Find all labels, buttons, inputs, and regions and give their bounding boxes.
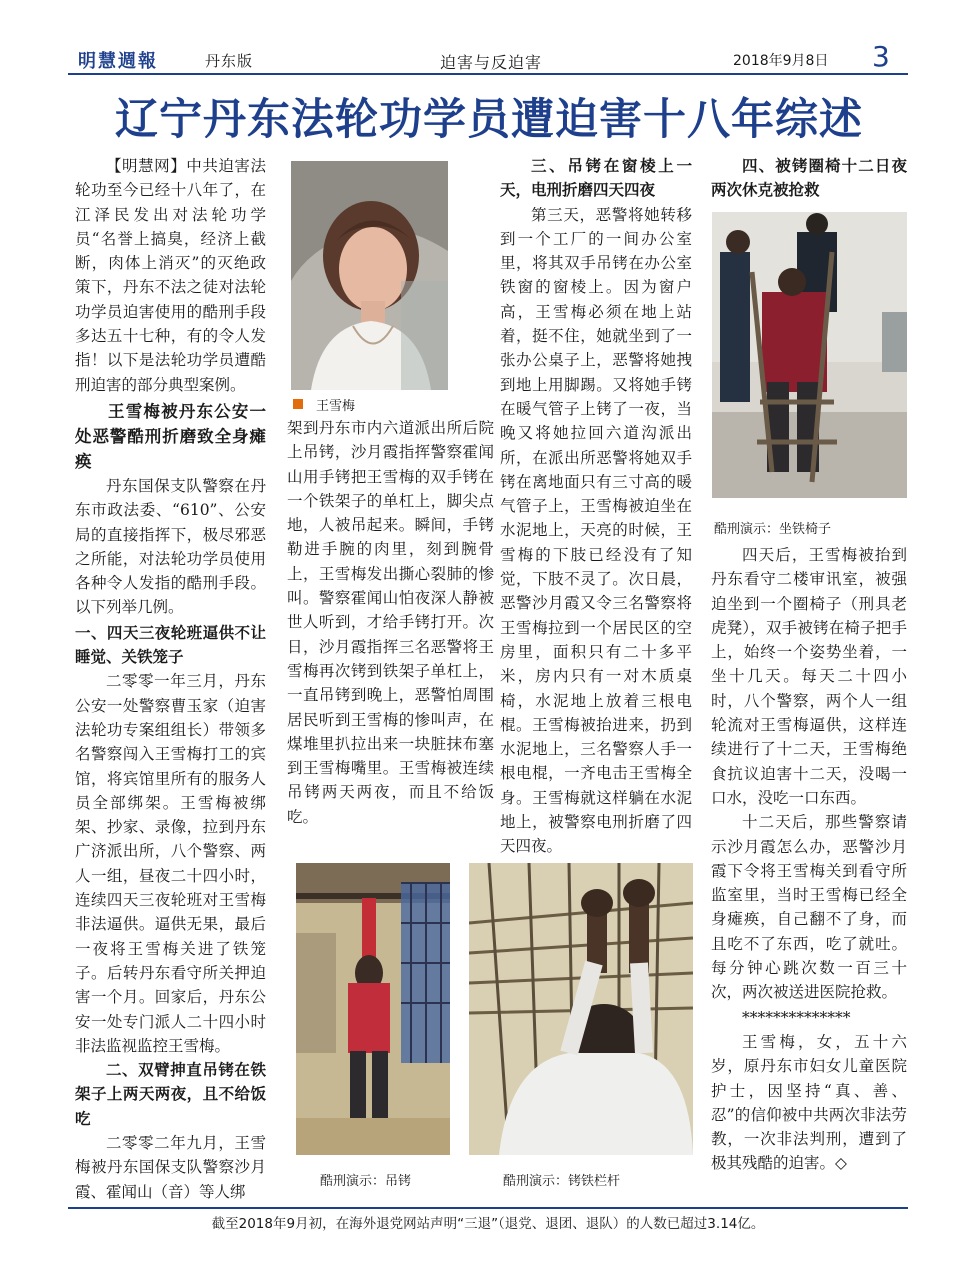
column-2 [287,416,494,829]
paragraph: 二零零一年三月，丹东公安一处警察曹玉家（迫害法轮功专案组组长）带领多名警察闯入王雪梅打工的宾馆，将宾馆里所有的服务人员全部绑架。王雪梅被绑架、抄家、录像，拉到丹东广济派出所，八个警察、两人一组，昼夜二十四小时，连续四天三夜轮班对王雪梅非法逼供。逼供无果，最后一夜将王雪梅关进了铁笼子。后转丹东看守所关押迫害一个月。回家后，丹东公安一处专门派人二十四小时非法监视监控王雪梅。 [75,672,266,1055]
subheading-section-4: 四、被铐圈椅十二日夜两次休克被抢救 [711,156,907,200]
paragraph: 二零零二年九月，王雪梅被丹东国保支队警察沙月霞、霍闻山（音）等人绑 [75,1133,266,1201]
subheading-section-3: 三、吊铐在窗棱上一天，电刑折磨四天四夜 [500,156,692,200]
paragraph: 架到丹东市内六道派出所后院上吊铐，沙月霞指挥警察霍闻山用手铐把王雪梅的双手铐在一个铁架子的单杠上，脚尖点地，人被吊起来。瞬间，手铐勒进手腕的肉里，刻到腕骨上，王雪梅发出撕心裂肺的惨叫。警察霍闻山怕夜深人静被世人听到，才给手铐打开。次日，沙月霞指挥三名恶警将王雪梅再次铐到铁架子单杠上，一直吊铐到晚上，恶警怕周围居民听到王雪梅的惨叫声，在煤堆里扒拉出来一块脏抹布塞到王雪梅嘴里。王雪梅被连续吊铐两天两夜，而且不给饭吃。 [287,419,494,826]
separator-stars: ************** [742,1008,851,1027]
subheading-case: 王雪梅被丹东公安一处恶警酷刑折磨致全身瘫痪 [75,401,266,471]
intro-paragraph: 【明慧网】中共迫害法轮功至今已经十八年了，在江泽民发出对法轮功学员“名誉上搞臭，经济上截断，肉体上消灭”的灭绝政策下，丹东不法之徒对法轮功学员迫害使用的酷刑手段多达五十七种，有的令人发指！以下是法轮功学员遭酷刑迫害的部分典型案例。 [75,157,266,394]
paragraph: 十二天后，那些警察请示沙月霞怎么办，恶警沙月霞下令将王雪梅关到看守所监室里，当时王雪梅已经全身瘫痪，自己翻不了身，而且吃不了东西，吃了就吐。每分钟心跳次数一百三十次，两次被送进医院抢救。 [711,813,907,1002]
issue-date: 2018年9月8日 [733,53,829,69]
masthead-brand: 明慧週報 [78,51,158,72]
portrait-photo [291,161,448,390]
photo-iron-chair [712,212,907,498]
photo-hanging-cuffs [296,863,450,1155]
portrait-caption: 王雪梅 [316,399,356,414]
footer-divider [68,1207,908,1209]
caption-marker [293,399,303,409]
header-divider [68,73,908,75]
photo-hanging-cuffs-caption: 酷刑演示：吊铐 [320,1174,412,1189]
column-4-head [711,154,907,203]
paragraph: 四天后，王雪梅被抬到丹东看守二楼审讯室，被强迫坐到一个圈椅子（刑具老虎凳），双手被铐在椅子把手上，始终一个姿势坐着，一坐十几天。每天二十四小时，八个警察，两个人一组轮流对王雪梅逼供，这样连续进行了十二天，王雪梅绝食抗议迫害十二天，没喝一口水，没吃一口东西。 [711,546,907,807]
page-number: 3 [872,40,890,73]
subheading-section-2: 二、双臂抻直吊铐在铁架子上两天两夜，且不给饭吃 [75,1060,266,1128]
paragraph: 丹东国保支队警察在丹东市政法委、“610”、公安局的直接指挥下，极尽邪恶之所能，对法轮功学员使用各种令人发指的酷刑手段。以下列举几例。 [75,476,266,617]
column-4 [711,543,907,1176]
page-title: 辽宁丹东法轮功学员遭迫害十八年综述 [115,95,863,145]
column-1 [75,154,266,1204]
section-label: 迫害与反迫害 [440,53,543,72]
edition-label: 丹东版 [205,52,254,70]
photo-iron-chair-caption: 酷刑演示：坐铁椅子 [714,522,832,537]
footer-notice: 截至2018年9月初，在海外退党网站声明“三退”（退党、退团、退队）的人数已超过3.14亿。 [211,1216,765,1232]
photo-cuffed-railing-caption: 酷刑演示：铐铁栏杆 [503,1174,621,1189]
paragraph: 王雪梅，女，五十六岁，原丹东市妇女儿童医院护士，因坚持“真、善、忍”的信仰被中共两次非法劳教，一次非法判刑，遭到了极其残酷的迫害。◇ [711,1032,907,1173]
paragraph: 第三天，恶警将她转移到一个工厂的一间办公室里，将其双手吊铐在办公室铁窗的窗棱上。因为窗户高，王雪梅必须在地上站着，挺不住，她就坐到了一张办公桌子上，恶警将她拽到地上用脚踢。又将她手铐在暖气管子上铐了一夜，当晚又将她拉回六道沟派出所，在派出所恶警将她双手铐在离地面只有三寸高的暖气管子上，王雪梅被迫坐在水泥地上，天亮的时候，王雪梅的下肢已经没有了知觉，下肢不灵了。次日晨，恶警沙月霞又令三名警察将王雪梅拉到一个居民区的空房里，面积只有二十多平米，房内只有一对木质桌椅，水泥地上放着三根电棍。王雪梅被抬进来，扔到水泥地上，三名警察人手一根电棍，一齐电击王雪梅全身。王雪梅就这样躺在水泥地上，被警察电刑折磨了四天四夜。 [500,205,692,856]
subheading-section-1: 一、四天三夜轮班逼供不让睡觉、关铁笼子 [75,622,266,667]
column-3 [500,154,692,859]
photo-cuffed-railing [469,863,693,1155]
